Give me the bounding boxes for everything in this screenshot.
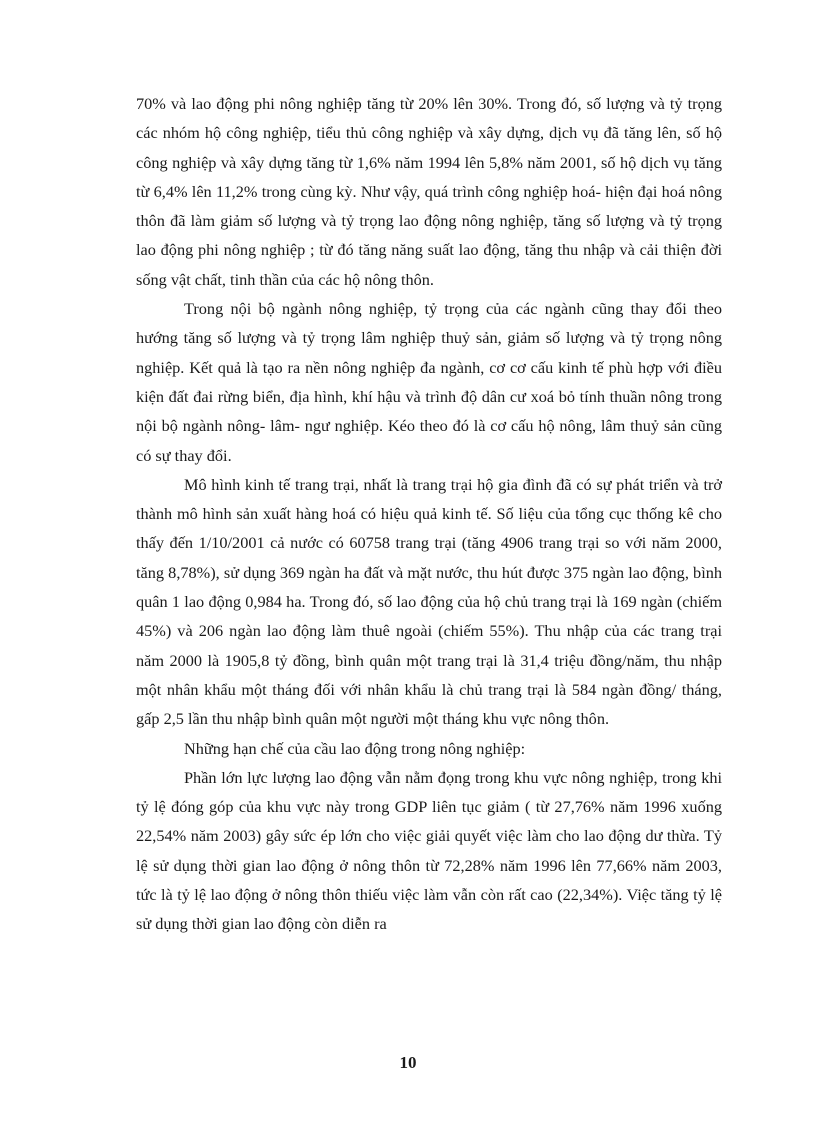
paragraph-2: Trong nội bộ ngành nông nghiệp, tỷ trọng của các ngành cũng thay đổi theo hướng tăng số lượng và tỷ trọng lâm nghiệp thuỷ sản, giảm số lượng và tỷ trọng nông nghiệp. Kết quả là tạo ra nền nông nghiệp đa ngành, cơ cơ cấu kinh tế phù hợp với điều kiện đất đai rừng biển, địa hình, khí hậu và trình độ dân cư xoá bỏ tính thuần nông trong nội bộ ngành nông- lâm- ngư nghiệp. Kéo theo đó là cơ cấu hộ nông, lâm thuỷ sản cũng có sự thay đổi. (136, 299, 722, 465)
paragraph-5: Phần lớn lực lượng lao động vẫn nằm đọng trong khu vực nông nghiệp, trong khi tỷ lệ đóng góp của khu vực này trong GDP liên tục giảm ( từ 27,76% năm 1996 xuống 22,54% năm 2003) gây sức ép lớn cho việc giải quyết việc làm cho lao động dư thừa. Tỷ lệ sử dụng thời gian lao động ở nông thôn từ 72,28% năm 1996 lên 77,66% năm 2003, tức là tỷ lệ lao động ở nông thôn thiếu việc làm vẫn còn rất cao (22,34%). Việc tăng tỷ lệ sử dụng thời gian lao động còn diễn ra (136, 767, 722, 934)
paragraph-1: 70% và lao động phi nông nghiệp tăng từ 20% lên 30%. Trong đó, số lượng và tỷ trọng các nhóm hộ công nghiệp, tiểu thủ công nghiệp và xây dựng, dịch vụ đã tăng lên, số hộ công nghiệp và xây dựng tăng từ 1,6% năm 1994 lên 5,8% năm 2001, số hộ dịch vụ tăng từ 6,4% lên 11,2% trong cùng kỳ. Như vậy, quá trình công nghiệp hoá- hiện đại hoá nông thôn đã làm giảm số lượng và tỷ trọng lao động nông nghiệp, tăng số lượng và tỷ trọng lao động phi nông nghiệp ; từ đó tăng năng suất lao động, tăng thu nhập và cải thiện đời sống vật chất, tinh thần của các hộ nông thôn. (136, 94, 722, 289)
page-number: 10 (399, 1053, 417, 1072)
paragraph-3: Mô hình kinh tế trang trại, nhất là trang trại hộ gia đình đã có sự phát triển và trở thành mô hình sản xuất hàng hoá có hiệu quả kinh tế. Số liệu của tổng cục thống kê cho thấy đến 1/10/2001 cả nước có 60758 trang trại (tăng 4906 trang trại so với năm 2000, tăng 8,78%), sử dụng 369 ngàn ha đất và mặt nước, thu hút được 375 ngàn lao động, bình quân 1 lao động 0,984 ha. Trong đó, số lao động của hộ chủ trang trại là 169 ngàn (chiếm 45%) và 206 ngàn lao động làm thuê ngoài (chiếm 55%). Thu nhập của các trang trại năm 2000 là 1905,8 tỷ đồng, bình quân một trang trại là 31,4 triệu đồng/năm, thu nhập một nhân khẩu một tháng đối với nhân khẩu là chủ trang trại là 584 ngàn đồng/ tháng, gấp 2,5 lần thu nhập bình quân một người một tháng khu vực nông thôn. (136, 474, 722, 729)
paragraph-4: Những hạn chế của cầu lao động trong nông nghiệp: (184, 738, 526, 758)
body-text (136, 89, 722, 939)
